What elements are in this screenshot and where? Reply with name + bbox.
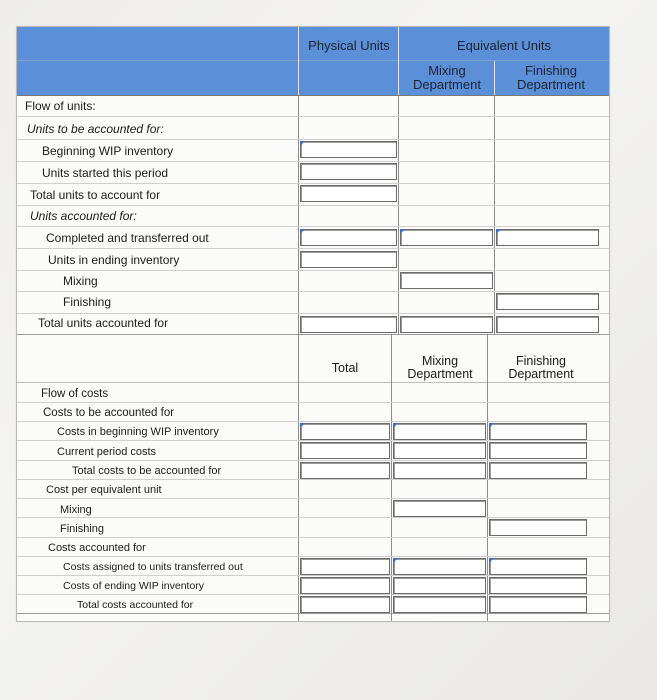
- ending-inventory-units-input[interactable]: [300, 251, 397, 268]
- physical-units-header: Physical Units: [308, 38, 390, 53]
- ending-wip-total-cost-input[interactable]: [300, 577, 390, 594]
- total-costs-accounted-for-label: Total costs accounted for: [77, 599, 194, 611]
- total-units-to-account-for-label: Total units to account for: [30, 188, 161, 202]
- ending-inventory-finishing-eu-input[interactable]: [496, 293, 599, 310]
- mixing-cost-per-eu-input[interactable]: [393, 500, 486, 517]
- completed-transferred-mixing-eu-input[interactable]: [400, 229, 493, 246]
- costs-to-be-accounted-for-label: Costs to be accounted for: [43, 407, 175, 419]
- units-started-this-period-label: Units started this period: [42, 166, 169, 180]
- costs-accounted-for-label: Costs accounted for: [48, 542, 146, 554]
- costs-assigned-transferred-out-label: Costs assigned to units transferred out: [63, 561, 243, 573]
- cost-per-equivalent-unit-label: Cost per equivalent unit: [46, 484, 162, 496]
- completed-transferred-finishing-eu-input[interactable]: [496, 229, 599, 246]
- total-units-accounted-for-input[interactable]: [300, 316, 397, 333]
- completed-and-transferred-out-label: Completed and transferred out: [46, 231, 209, 245]
- process-costing-worksheet: [16, 26, 610, 622]
- total-units-accounted-for-label: Total units accounted for: [38, 316, 169, 330]
- finishing-cost-label: Finishing: [60, 523, 105, 535]
- costs-of-ending-wip-label: Costs of ending WIP inventory: [63, 580, 205, 592]
- total-costs-to-account-input[interactable]: [300, 462, 390, 479]
- total-mixing-eu-input[interactable]: [400, 316, 493, 333]
- mixing-cost-header: Mixing Department: [407, 354, 473, 381]
- current-period-mixing-cost-input[interactable]: [393, 442, 486, 459]
- beginning-wip-inventory-label: Beginning WIP inventory: [42, 144, 174, 158]
- total-cost-header: Total: [331, 361, 359, 375]
- beginning-wip-total-cost-input[interactable]: [300, 423, 390, 440]
- current-period-finishing-cost-input[interactable]: [489, 442, 587, 459]
- total-finishing-eu-input[interactable]: [496, 316, 599, 333]
- ending-wip-mixing-cost-input[interactable]: [393, 577, 486, 594]
- finishing-units-label: Finishing: [63, 295, 112, 309]
- flow-of-units-label: Flow of units:: [25, 99, 96, 113]
- transferred-out-total-cost-input[interactable]: [300, 558, 390, 575]
- transferred-out-mixing-cost-input[interactable]: [393, 558, 486, 575]
- mixing-units-label: Mixing: [63, 274, 98, 288]
- current-period-costs-label: Current period costs: [57, 446, 157, 458]
- total-units-to-account-for-input[interactable]: [300, 185, 397, 202]
- total-mixing-costs-input[interactable]: [393, 462, 486, 479]
- units-to-be-accounted-for-label: Units to be accounted for:: [27, 122, 164, 136]
- mixing-department-header: Mixing Department: [413, 63, 481, 92]
- total-mixing-costs-accounted-input[interactable]: [393, 596, 486, 613]
- finishing-cost-per-eu-input[interactable]: [489, 519, 587, 536]
- mixing-cost-label: Mixing: [60, 504, 92, 516]
- total-finishing-costs-input[interactable]: [489, 462, 587, 479]
- equivalent-units-header: Equivalent Units: [457, 38, 551, 53]
- beginning-wip-units-input[interactable]: [300, 141, 397, 158]
- beginning-wip-finishing-cost-input[interactable]: [489, 423, 587, 440]
- current-period-total-cost-input[interactable]: [300, 442, 390, 459]
- total-costs-to-be-accounted-label: Total costs to be accounted for: [72, 465, 222, 477]
- beginning-wip-mixing-cost-input[interactable]: [393, 423, 486, 440]
- units-accounted-for-label: Units accounted for:: [30, 209, 137, 223]
- units-in-ending-inventory-label: Units in ending inventory: [48, 253, 180, 267]
- units-started-input[interactable]: [300, 163, 397, 180]
- total-finishing-costs-accounted-input[interactable]: [489, 596, 587, 613]
- finishing-cost-header: Finishing Department: [508, 354, 574, 381]
- flow-of-costs-label: Flow of costs: [41, 388, 109, 400]
- total-costs-accounted-input[interactable]: [300, 596, 390, 613]
- completed-transferred-units-input[interactable]: [300, 229, 397, 246]
- ending-wip-finishing-cost-input[interactable]: [489, 577, 587, 594]
- costs-in-beginning-wip-label: Costs in beginning WIP inventory: [57, 426, 219, 438]
- transferred-out-finishing-cost-input[interactable]: [489, 558, 587, 575]
- ending-inventory-mixing-eu-input[interactable]: [400, 272, 493, 289]
- finishing-department-header: Finishing Department: [517, 63, 585, 92]
